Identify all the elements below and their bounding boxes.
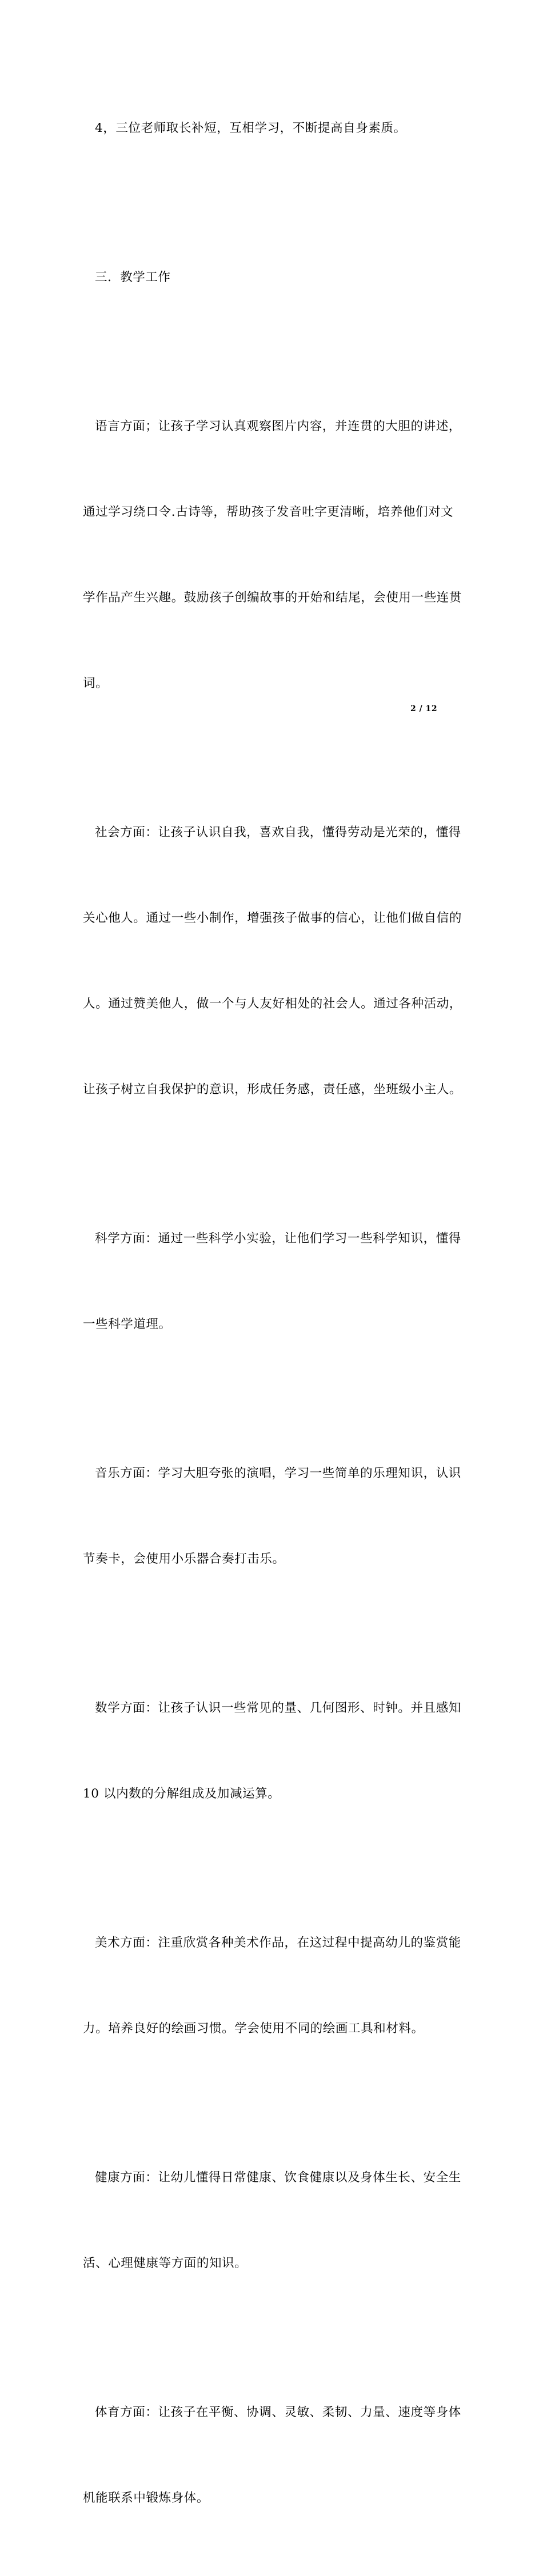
- paragraph-art: [83, 1872, 469, 2100]
- text-line: 词。: [83, 676, 109, 691]
- paragraph-pe: [83, 2341, 469, 2570]
- text-line: 节奏卡，会使用小乐器合奏打击乐。: [83, 1552, 285, 1566]
- text-line: 健康方面：让幼儿懂得日常健康、饮食健康以及身体生长、安全生: [95, 2170, 461, 2185]
- text-line: 三．教学工作: [95, 270, 171, 284]
- text-line: 一些科学道理。: [83, 1317, 171, 1331]
- section-heading-teaching-work: [83, 206, 469, 349]
- document-body: [83, 57, 469, 2576]
- text-line: 关心他人。通过一些小制作，增强孩子做事的信心，让他们做自信的: [83, 911, 462, 925]
- text-line: 10 以内数的分解组成及加减运算。: [83, 1787, 281, 1801]
- text-line: 人。通过赞美他人，做一个与人友好相处的社会人。通过各种活动，: [83, 997, 462, 1011]
- text-line: 通过学习绕口令.古诗等，帮助孩子发音吐字更清晰，培养他们对文: [83, 505, 454, 519]
- paragraph-language: [83, 355, 469, 755]
- text-line: 数学方面：让孩子认识一些常见的量、几何图形、时钟。并且感知: [95, 1701, 461, 1715]
- paragraph-teacher-quality: [83, 57, 469, 200]
- text-line: 机能联系中锻炼身体。: [83, 2491, 210, 2505]
- paragraph-social: [83, 761, 469, 1161]
- paragraph-music: [83, 1402, 469, 1631]
- paragraph-health: [83, 2106, 469, 2335]
- text-line: 音乐方面：学习大胆夸张的演唱，学习一些简单的乐理知识，认识: [95, 1466, 461, 1480]
- text-line: 体育方面：让孩子在平衡、协调、灵敏、柔韧、力量、速度等身体: [95, 2405, 461, 2419]
- text-line: 美术方面：注重欣赏各种美术作品，在这过程中提高幼儿的鉴赏能: [95, 1936, 461, 1950]
- text-line: 社会方面：让孩子认识自我，喜欢自我，懂得劳动是光荣的，懂得: [95, 825, 461, 840]
- text-line: 让孩子树立自我保护的意识，形成任务感，责任感，坐班级小主人。: [83, 1082, 462, 1097]
- paragraph-math: [83, 1637, 469, 1865]
- text-line: 4，三位老师取长补短，互相学习，不断提高自身素质。: [95, 121, 406, 135]
- text-line: 学作品产生兴趣。鼓励孩子创编故事的开始和结尾，会使用一些连贯: [83, 591, 462, 605]
- text-line: 科学方面：通过一些科学小实验，让他们学习一些科学知识，懂得: [95, 1231, 461, 1246]
- paragraph-science: [83, 1167, 469, 1396]
- text-line: 语言方面；让孩子学习认真观察图片内容，并连贯的大胆的讲述，: [95, 419, 461, 434]
- text-line: 力。培养良好的绘画习惯。学会使用不同的绘画工具和材料。: [83, 2021, 424, 2036]
- text-line: 活、心理健康等方面的知识。: [83, 2256, 247, 2270]
- page-number: 2 / 12: [410, 704, 438, 713]
